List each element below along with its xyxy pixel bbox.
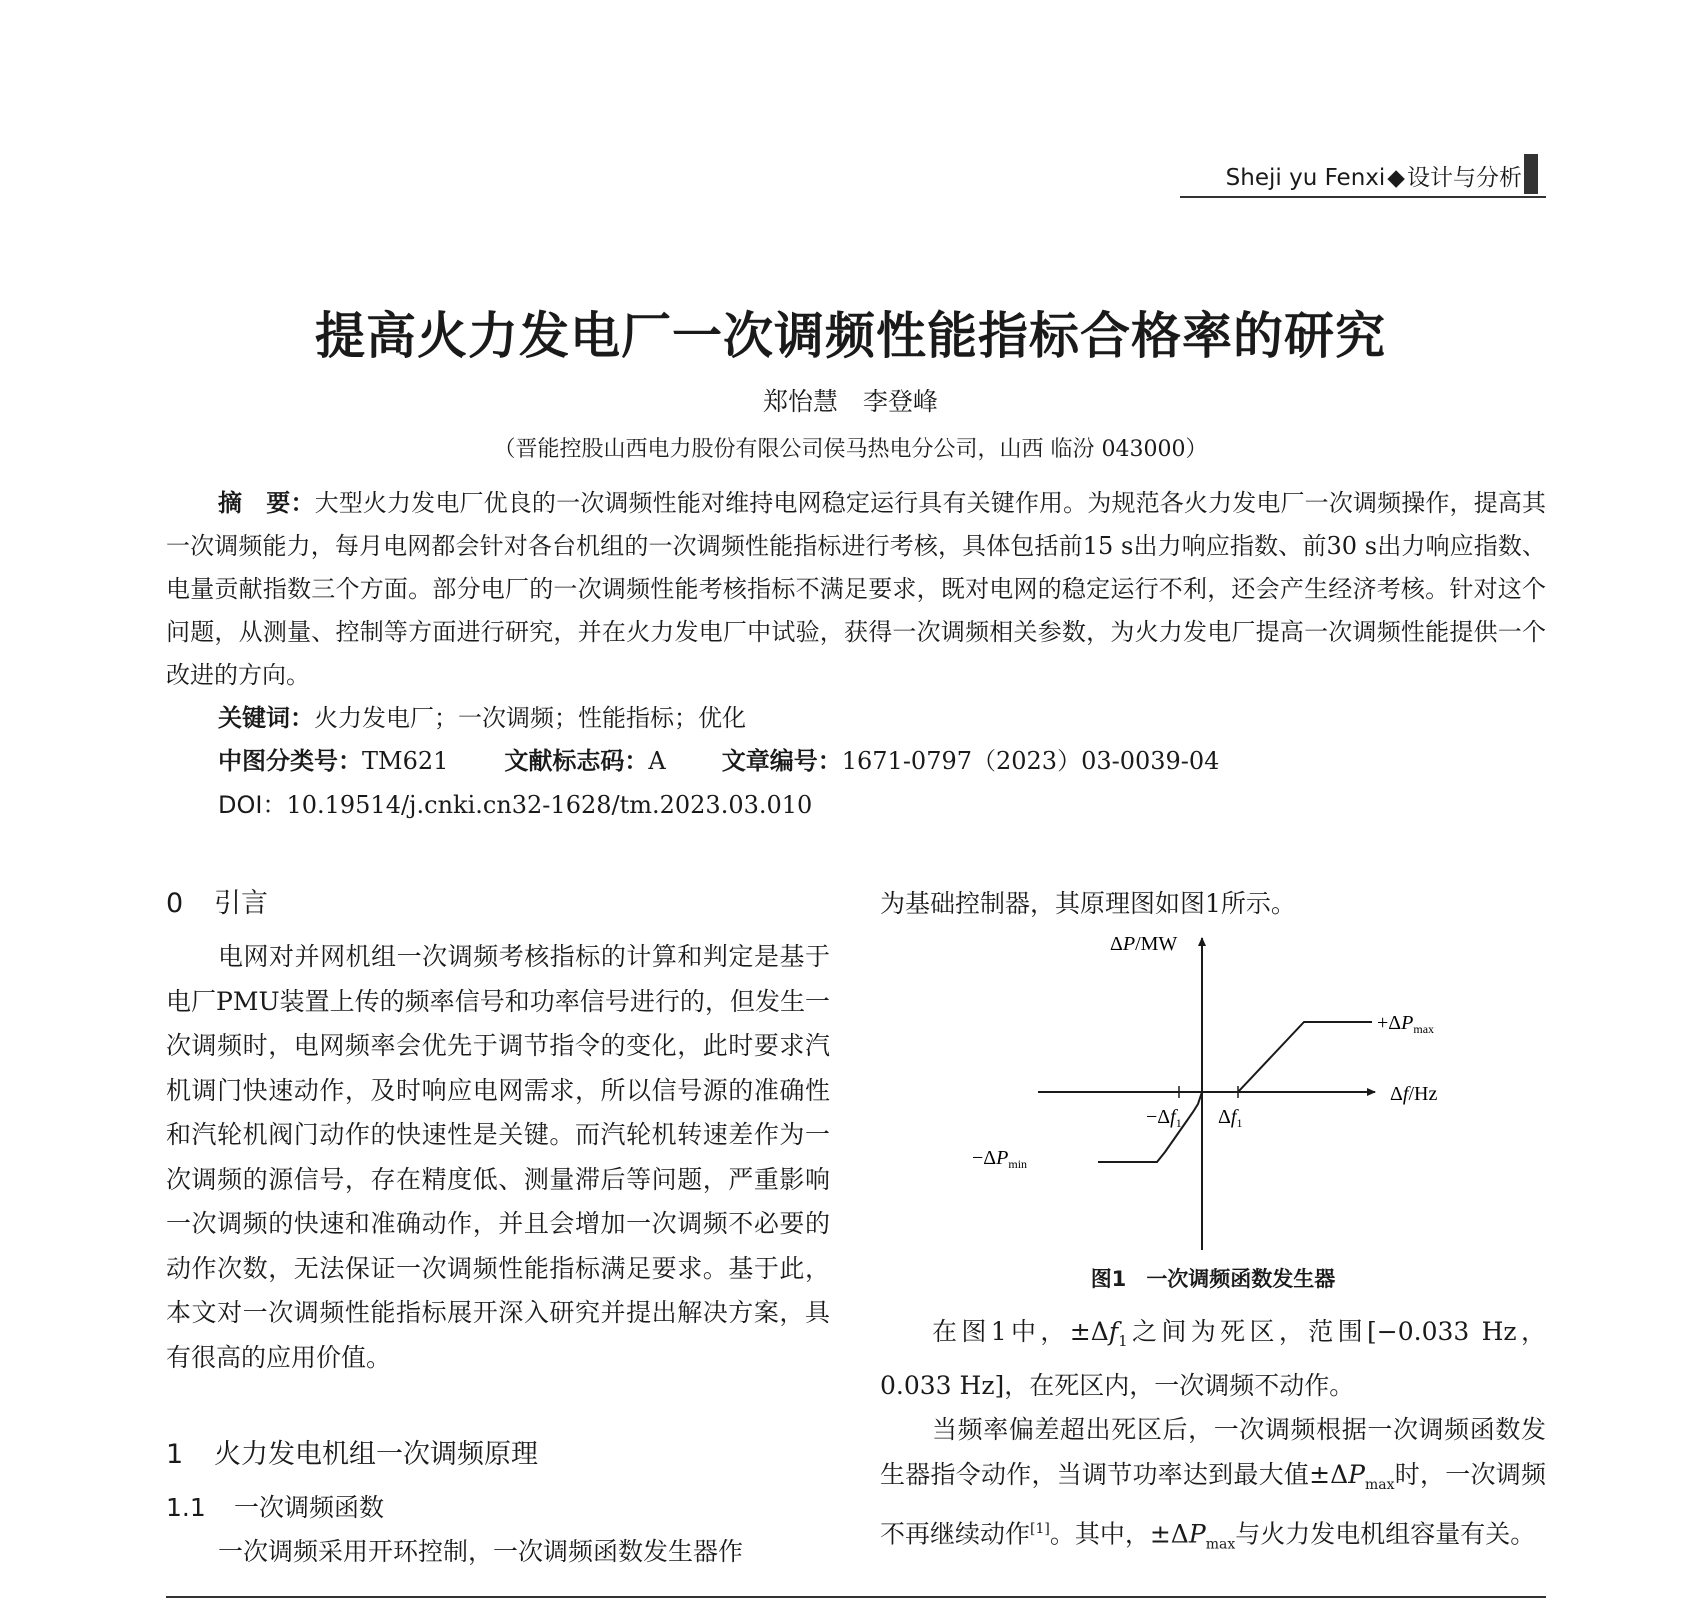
authors: 郑怡慧 李登峰	[762, 387, 938, 416]
citation-1: [1]	[1030, 1521, 1050, 1537]
intro-paragraph: 电网对并网机组一次调频考核指标的计算和判定是基于电厂PMU装置上传的频率信号和功率信号进行的，但发生一次调频时，电网频率会优先于调节指令的变化，此时要求汽机调门快速动作，及时响应电网需求，所以信号源的准确性和汽轮机阀门动作的快速性是关键。而汽轮机转速差作为一次调频的源信号，存在精度低、测量滞后等问题，严重影响一次调频的快速和准确动作，并且会增加一次调频不必要的动作次数，无法保证一次调频性能指标满足要求。基于此，本文对一次调频性能指标展开深入研究并提出解决方案，具有很高的应用价值。	[166, 942, 830, 1372]
bottom-rule	[166, 1596, 1546, 1598]
abstract	[166, 482, 1546, 697]
right-col-body	[880, 1310, 1546, 1567]
doi-value: 10.19514/j.cnki.cn32-1628/tm.2023.03.010	[286, 791, 813, 819]
article-no-label: 文章编号：	[721, 747, 842, 775]
diamond-icon: ◆	[1387, 165, 1405, 191]
pos-f1-label: $\Delta f_1$	[1218, 1106, 1243, 1130]
affiliation: （晋能控股山西电力股份有限公司侯马热电分公司，山西 临汾 043000）	[493, 437, 1208, 462]
section-0-title: 引言	[214, 888, 268, 919]
keywords-label: 关键词：	[218, 704, 314, 732]
abstract-text: 大型火力发电厂优良的一次调频性能对维持电网稳定运行具有关键作用。为规范各火力发电厂一次调频操作，提高其一次调频能力，每月电网都会针对各台机组的一次调频性能指标进行考核，具体包括前15 s出力响应指数、前30 s出力响应指数、电量贡献指数三个方面。部分电厂的一次调频性能考核指标不满足要求，既对电网的稳定运行不利，还会产生经济考核。针对这个问题，从测量、控制等方面进行研究，并在火力发电厂中试验，获得一次调频相关参数，为火力发电厂提高一次调频性能提供一个改进的方向。	[166, 489, 1546, 689]
y-axis-label: ΔP/MW	[1110, 933, 1178, 955]
section-1-1-number: 1.1	[166, 1493, 206, 1522]
classification-label: 中图分类号：	[218, 747, 362, 775]
x-axis-label: Δf/Hz	[1390, 1083, 1438, 1105]
running-header	[1180, 158, 1546, 198]
right-col-intro	[880, 882, 1546, 927]
pmin-label: $-\Delta P_{min}$	[972, 1147, 1028, 1171]
classification-value: TM621	[362, 747, 449, 775]
neg-f1-label: $-\Delta f_1$	[1146, 1106, 1182, 1130]
right-paragraph-0: 为基础控制器，其原理图如图1所示。	[880, 889, 1296, 918]
doi-label: DOI：	[218, 791, 287, 819]
article-no-value: 1671-0797（2023）03-0039-04	[841, 747, 1220, 775]
keywords	[218, 697, 1548, 740]
section-0-heading	[166, 882, 268, 926]
abstract-label: 摘 要：	[218, 489, 315, 517]
section-1-title: 火力发电机组一次调频原理	[214, 1439, 538, 1470]
paper-title: 提高火力发电厂一次调频性能指标合格率的研究	[315, 307, 1386, 365]
section-1-heading	[166, 1433, 538, 1477]
doc-code-label: 文献标志码：	[504, 747, 649, 775]
intro-body	[166, 935, 830, 1380]
header-bar	[1524, 154, 1538, 194]
classification-line	[218, 740, 1548, 783]
pmax-label: $+\Delta P_{max}$	[1377, 1012, 1435, 1036]
figure-1-diagram	[880, 930, 1546, 1260]
section-name: 设计与分析	[1407, 165, 1522, 191]
section-1-1-body	[166, 1530, 830, 1575]
figure-1-number: 图1	[1090, 1267, 1127, 1291]
right-paragraph-1: 在图1中，$\pm\Delta f_1$之间为死区，范围[−0.033 Hz，0.033 Hz]，在死区内，一次调频不动作。	[880, 1317, 1546, 1400]
doc-code-value: A	[648, 747, 666, 775]
figure-1-caption	[880, 1262, 1546, 1296]
section-1-number: 1	[166, 1439, 184, 1470]
section-1-1-title: 一次调频函数	[234, 1493, 385, 1522]
keywords-text: 火力发电厂；一次调频；性能指标；优化	[314, 704, 746, 732]
section-0-number: 0	[166, 888, 184, 919]
doi-line	[218, 784, 1548, 827]
right-paragraph-2: 当频率偏差超出死区后，一次调频根据一次调频函数发生器指令动作，当调节功率达到最大值$\pm\Delta P_{max}$时，一次调频不再继续动作[1]。其中，$\pm\Delta P_{max}$与火力发电机组容量有关。	[880, 1415, 1546, 1553]
figure-1-caption-text: 一次调频函数发生器	[1146, 1267, 1336, 1291]
section-1-1-paragraph: 一次调频采用开环控制，一次调频函数发生器作	[218, 1537, 744, 1566]
journal-pinyin: Sheji yu Fenxi	[1225, 165, 1386, 191]
section-1-1-heading	[166, 1487, 384, 1529]
